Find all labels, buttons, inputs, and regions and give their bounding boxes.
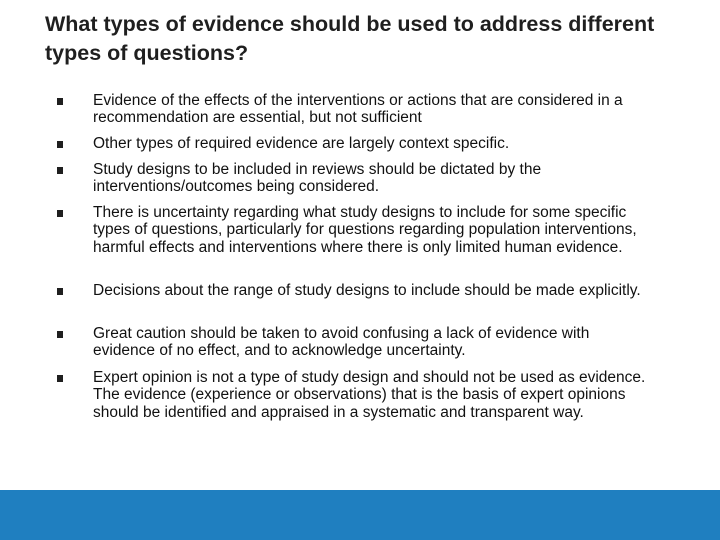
square-bullet-icon <box>57 331 63 338</box>
bullet-item <box>57 282 647 299</box>
footer-bar <box>0 490 720 540</box>
bullet-text: Other types of required evidence are largely context specific. <box>93 135 510 152</box>
square-bullet-icon <box>57 141 63 148</box>
square-bullet-icon <box>57 167 63 174</box>
bullet-item <box>57 161 647 196</box>
bullet-text: Decisions about the range of study designs to include should be made explicitly. <box>93 282 641 299</box>
bullet-item <box>57 92 647 127</box>
square-bullet-icon <box>57 288 63 295</box>
square-bullet-icon <box>57 210 63 217</box>
bullet-item <box>57 325 647 360</box>
bullet-text: There is uncertainty regarding what study designs to include for some specific types of questions, particularly for questions regarding population interventions, harmful effects and interventions where there is only limited human evidence. <box>93 204 637 256</box>
square-bullet-icon <box>57 375 63 382</box>
bullet-item <box>57 135 647 152</box>
bullet-text: Great caution should be taken to avoid confusing a lack of evidence with evidence of no effect, and to acknowledge uncertainty. <box>93 325 590 360</box>
slide-title: What types of evidence should be used to address different types of questions? <box>45 12 655 65</box>
bullet-item <box>57 369 647 421</box>
bullet-text: Evidence of the effects of the interventions or actions that are considered in a recommendation are essential, but not sufficient <box>93 92 623 127</box>
square-bullet-icon <box>57 98 63 105</box>
bullet-text: Expert opinion is not a type of study design and should not be used as evidence. The evidence (experience or observations) that is the basis of expert opinions should be identified and appraised in a systematic and transparent way. <box>93 369 646 421</box>
bullet-text: Study designs to be included in reviews should be dictated by the interventions/outcomes being considered. <box>93 161 542 196</box>
bullet-item <box>57 204 647 256</box>
